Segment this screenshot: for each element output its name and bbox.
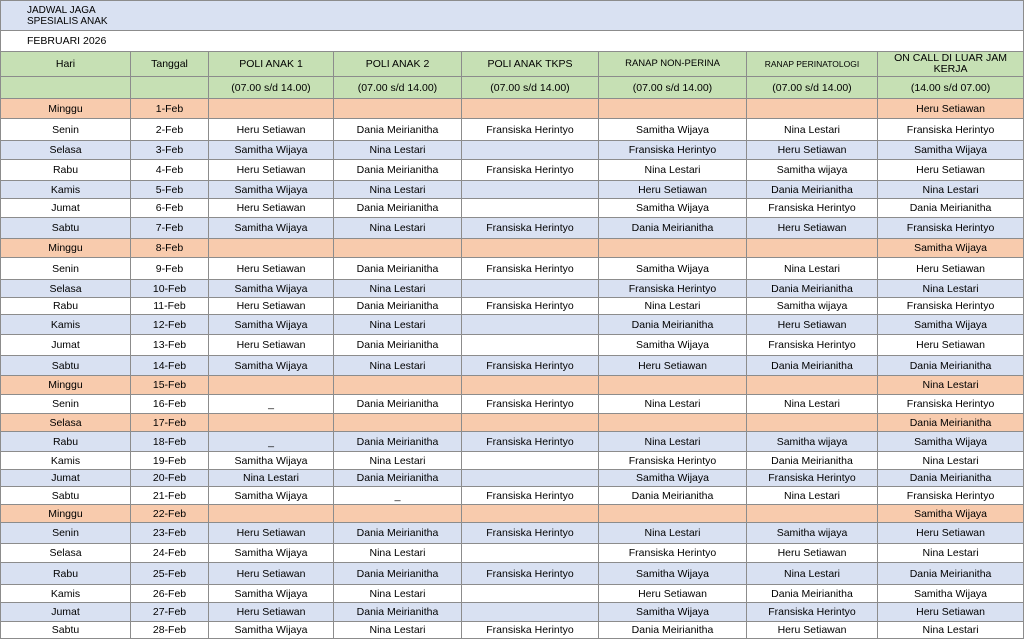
cell-poli-anak-tkps: Fransiska Herintyo (462, 432, 599, 452)
cell-poli-anak-tkps (462, 376, 599, 395)
cell-ranap-non-perina: Fransiska Herintyo (599, 452, 747, 470)
hours-tanggal (131, 77, 209, 99)
table-row (1, 218, 1024, 239)
cell-ranap-perinatologi: Samitha wijaya (747, 523, 878, 544)
table-row (1, 315, 1024, 335)
cell-tanggal: 4-Feb (131, 160, 209, 181)
cell-on-call: Fransiska Herintyo (878, 298, 1024, 315)
cell-poli-anak-1: Heru Setiawan (209, 563, 334, 585)
cell-hari: Sabtu (1, 622, 131, 639)
cell-tanggal: 6-Feb (131, 199, 209, 218)
cell-poli-anak-tkps: Fransiska Herintyo (462, 356, 599, 376)
cell-on-call: Samitha Wijaya (878, 585, 1024, 603)
cell-ranap-perinatologi: Heru Setiawan (747, 218, 878, 239)
cell-poli-anak-1: Heru Setiawan (209, 258, 334, 280)
cell-poli-anak-2: _ (334, 487, 462, 505)
cell-poli-anak-2: Dania Meirianitha (334, 603, 462, 622)
cell-on-call: Fransiska Herintyo (878, 218, 1024, 239)
cell-ranap-non-perina: Samitha Wijaya (599, 119, 747, 141)
cell-ranap-perinatologi: Samitha wijaya (747, 432, 878, 452)
cell-hari: Senin (1, 258, 131, 280)
cell-ranap-perinatologi: Heru Setiawan (747, 622, 878, 639)
cell-hari: Sabtu (1, 356, 131, 376)
cell-poli-anak-tkps: Fransiska Herintyo (462, 563, 599, 585)
cell-poli-anak-2: Dania Meirianitha (334, 335, 462, 356)
cell-ranap-perinatologi: Nina Lestari (747, 487, 878, 505)
cell-on-call: Heru Setiawan (878, 523, 1024, 544)
cell-ranap-perinatologi: Nina Lestari (747, 258, 878, 280)
cell-hari: Rabu (1, 432, 131, 452)
cell-tanggal: 25-Feb (131, 563, 209, 585)
cell-poli-anak-1: Samitha Wijaya (209, 218, 334, 239)
cell-poli-anak-1: Heru Setiawan (209, 523, 334, 544)
cell-poli-anak-2: Nina Lestari (334, 452, 462, 470)
cell-poli-anak-tkps: Fransiska Herintyo (462, 119, 599, 141)
cell-poli-anak-1: Samitha Wijaya (209, 544, 334, 563)
cell-ranap-perinatologi: Fransiska Herintyo (747, 603, 878, 622)
cell-poli-anak-1: _ (209, 395, 334, 414)
cell-tanggal: 12-Feb (131, 315, 209, 335)
table-row (1, 544, 1024, 563)
cell-poli-anak-2: Dania Meirianitha (334, 395, 462, 414)
cell-tanggal: 2-Feb (131, 119, 209, 141)
cell-tanggal: 15-Feb (131, 376, 209, 395)
cell-tanggal: 24-Feb (131, 544, 209, 563)
cell-on-call: Fransiska Herintyo (878, 395, 1024, 414)
cell-tanggal: 20-Feb (131, 470, 209, 487)
cell-ranap-perinatologi (747, 505, 878, 523)
cell-poli-anak-2: Dania Meirianitha (334, 119, 462, 141)
cell-tanggal: 28-Feb (131, 622, 209, 639)
cell-ranap-perinatologi: Nina Lestari (747, 395, 878, 414)
cell-tanggal: 21-Feb (131, 487, 209, 505)
cell-ranap-perinatologi (747, 99, 878, 119)
cell-poli-anak-tkps (462, 452, 599, 470)
table-row (1, 141, 1024, 160)
table-row (1, 395, 1024, 414)
cell-poli-anak-tkps (462, 585, 599, 603)
cell-ranap-perinatologi: Nina Lestari (747, 119, 878, 141)
cell-hari: Minggu (1, 505, 131, 523)
cell-hari: Selasa (1, 414, 131, 432)
cell-ranap-perinatologi: Samitha wijaya (747, 160, 878, 181)
cell-poli-anak-1: Samitha Wijaya (209, 141, 334, 160)
cell-ranap-perinatologi: Fransiska Herintyo (747, 199, 878, 218)
cell-ranap-perinatologi: Dania Meirianitha (747, 356, 878, 376)
cell-tanggal: 17-Feb (131, 414, 209, 432)
cell-poli-anak-2: Nina Lestari (334, 280, 462, 298)
table-row (1, 199, 1024, 218)
cell-ranap-non-perina: Dania Meirianitha (599, 487, 747, 505)
cell-poli-anak-1: Samitha Wijaya (209, 585, 334, 603)
cell-poli-anak-1: Samitha Wijaya (209, 452, 334, 470)
cell-poli-anak-1 (209, 376, 334, 395)
cell-poli-anak-tkps (462, 315, 599, 335)
title-line-2: SPESIALIS ANAK (27, 15, 108, 27)
cell-hari: Kamis (1, 315, 131, 335)
cell-poli-anak-1 (209, 505, 334, 523)
cell-tanggal: 1-Feb (131, 99, 209, 119)
cell-poli-anak-1: Samitha Wijaya (209, 181, 334, 199)
cell-poli-anak-tkps (462, 239, 599, 258)
cell-poli-anak-1: Heru Setiawan (209, 199, 334, 218)
cell-poli-anak-tkps: Fransiska Herintyo (462, 160, 599, 181)
title-row (1, 1, 1024, 31)
hours-poli-anak-2: (07.00 s/d 14.00) (334, 77, 462, 99)
cell-hari: Sabtu (1, 218, 131, 239)
cell-poli-anak-tkps: Fransiska Herintyo (462, 218, 599, 239)
cell-hari: Jumat (1, 335, 131, 356)
cell-hari: Kamis (1, 585, 131, 603)
cell-ranap-non-perina: Fransiska Herintyo (599, 280, 747, 298)
cell-on-call: Nina Lestari (878, 280, 1024, 298)
cell-ranap-non-perina: Samitha Wijaya (599, 470, 747, 487)
cell-hari: Senin (1, 119, 131, 141)
cell-on-call: Samitha Wijaya (878, 432, 1024, 452)
header-on-call: ON CALL DI LUAR JAM KERJA (878, 52, 1024, 77)
cell-poli-anak-2: Nina Lestari (334, 141, 462, 160)
cell-poli-anak-2: Dania Meirianitha (334, 160, 462, 181)
cell-tanggal: 22-Feb (131, 505, 209, 523)
cell-on-call: Nina Lestari (878, 181, 1024, 199)
cell-hari: Rabu (1, 160, 131, 181)
cell-ranap-non-perina: Fransiska Herintyo (599, 141, 747, 160)
cell-tanggal: 23-Feb (131, 523, 209, 544)
table-row (1, 376, 1024, 395)
table-row (1, 622, 1024, 639)
cell-on-call: Heru Setiawan (878, 160, 1024, 181)
cell-hari: Selasa (1, 141, 131, 160)
cell-tanggal: 14-Feb (131, 356, 209, 376)
cell-hari: Minggu (1, 376, 131, 395)
cell-ranap-non-perina (599, 239, 747, 258)
table-row (1, 487, 1024, 505)
cell-ranap-non-perina: Nina Lestari (599, 523, 747, 544)
cell-poli-anak-1: Samitha Wijaya (209, 280, 334, 298)
cell-hari: Kamis (1, 181, 131, 199)
cell-poli-anak-tkps (462, 99, 599, 119)
cell-hari: Jumat (1, 603, 131, 622)
cell-ranap-perinatologi: Dania Meirianitha (747, 452, 878, 470)
cell-ranap-perinatologi (747, 376, 878, 395)
cell-poli-anak-tkps: Fransiska Herintyo (462, 298, 599, 315)
cell-tanggal: 18-Feb (131, 432, 209, 452)
cell-on-call: Nina Lestari (878, 376, 1024, 395)
header-poli-anak-1: POLI ANAK 1 (209, 52, 334, 77)
cell-poli-anak-2 (334, 376, 462, 395)
cell-poli-anak-tkps (462, 335, 599, 356)
cell-poli-anak-2: Nina Lestari (334, 544, 462, 563)
cell-poli-anak-2: Dania Meirianitha (334, 523, 462, 544)
cell-poli-anak-2 (334, 414, 462, 432)
cell-ranap-non-perina: Dania Meirianitha (599, 622, 747, 639)
cell-poli-anak-1: Heru Setiawan (209, 119, 334, 141)
cell-poli-anak-tkps (462, 603, 599, 622)
cell-ranap-non-perina: Nina Lestari (599, 298, 747, 315)
cell-poli-anak-2: Nina Lestari (334, 622, 462, 639)
table-row (1, 119, 1024, 141)
cell-poli-anak-tkps (462, 280, 599, 298)
cell-on-call: Samitha Wijaya (878, 239, 1024, 258)
cell-poli-anak-1: _ (209, 432, 334, 452)
cell-poli-anak-2: Dania Meirianitha (334, 199, 462, 218)
cell-poli-anak-2: Dania Meirianitha (334, 298, 462, 315)
cell-poli-anak-2: Nina Lestari (334, 181, 462, 199)
cell-hari: Selasa (1, 544, 131, 563)
cell-poli-anak-2: Nina Lestari (334, 356, 462, 376)
cell-poli-anak-tkps: Fransiska Herintyo (462, 487, 599, 505)
cell-tanggal: 3-Feb (131, 141, 209, 160)
cell-poli-anak-tkps (462, 181, 599, 199)
cell-on-call: Dania Meirianitha (878, 414, 1024, 432)
cell-ranap-perinatologi: Heru Setiawan (747, 544, 878, 563)
cell-on-call: Samitha Wijaya (878, 505, 1024, 523)
cell-tanggal: 8-Feb (131, 239, 209, 258)
cell-tanggal: 13-Feb (131, 335, 209, 356)
cell-hari: Kamis (1, 452, 131, 470)
cell-ranap-non-perina: Dania Meirianitha (599, 315, 747, 335)
table-row (1, 452, 1024, 470)
cell-hari: Selasa (1, 280, 131, 298)
cell-poli-anak-1: Heru Setiawan (209, 160, 334, 181)
cell-poli-anak-2: Nina Lestari (334, 585, 462, 603)
cell-ranap-non-perina: Samitha Wijaya (599, 199, 747, 218)
table-row (1, 181, 1024, 199)
table-row (1, 335, 1024, 356)
cell-ranap-perinatologi: Nina Lestari (747, 563, 878, 585)
header-row (1, 52, 1024, 77)
cell-ranap-non-perina: Fransiska Herintyo (599, 544, 747, 563)
cell-ranap-non-perina: Samitha Wijaya (599, 603, 747, 622)
cell-ranap-perinatologi (747, 414, 878, 432)
cell-poli-anak-tkps (462, 199, 599, 218)
cell-on-call: Nina Lestari (878, 544, 1024, 563)
cell-hari: Minggu (1, 239, 131, 258)
cell-ranap-perinatologi: Dania Meirianitha (747, 280, 878, 298)
cell-tanggal: 26-Feb (131, 585, 209, 603)
hours-ranap-non-perina: (07.00 s/d 14.00) (599, 77, 747, 99)
cell-poli-anak-1: Heru Setiawan (209, 298, 334, 315)
cell-tanggal: 7-Feb (131, 218, 209, 239)
table-row (1, 298, 1024, 315)
cell-hari: Jumat (1, 470, 131, 487)
month-row (1, 31, 1024, 52)
table-row (1, 505, 1024, 523)
cell-poli-anak-1 (209, 414, 334, 432)
cell-poli-anak-2: Nina Lestari (334, 315, 462, 335)
table-row (1, 432, 1024, 452)
cell-poli-anak-tkps (462, 141, 599, 160)
cell-poli-anak-tkps (462, 414, 599, 432)
cell-on-call: Fransiska Herintyo (878, 487, 1024, 505)
cell-tanggal: 9-Feb (131, 258, 209, 280)
cell-on-call: Samitha Wijaya (878, 141, 1024, 160)
cell-poli-anak-1: Samitha Wijaya (209, 622, 334, 639)
cell-tanggal: 11-Feb (131, 298, 209, 315)
table-row (1, 470, 1024, 487)
cell-on-call: Samitha Wijaya (878, 315, 1024, 335)
cell-hari: Senin (1, 523, 131, 544)
cell-tanggal: 10-Feb (131, 280, 209, 298)
header-ranap-perinatologi: RANAP PERINATOLOGI (747, 52, 878, 77)
cell-hari: Senin (1, 395, 131, 414)
cell-poli-anak-tkps (462, 470, 599, 487)
hours-hari (1, 77, 131, 99)
cell-on-call: Dania Meirianitha (878, 563, 1024, 585)
cell-ranap-non-perina (599, 99, 747, 119)
cell-poli-anak-2: Dania Meirianitha (334, 563, 462, 585)
header-tanggal: Tanggal (131, 52, 209, 77)
cell-ranap-non-perina: Dania Meirianitha (599, 218, 747, 239)
cell-ranap-perinatologi: Samitha wijaya (747, 298, 878, 315)
cell-poli-anak-tkps: Fransiska Herintyo (462, 523, 599, 544)
cell-poli-anak-tkps (462, 544, 599, 563)
cell-poli-anak-1: Samitha Wijaya (209, 356, 334, 376)
cell-poli-anak-tkps: Fransiska Herintyo (462, 395, 599, 414)
table-row (1, 258, 1024, 280)
cell-on-call: Heru Setiawan (878, 99, 1024, 119)
cell-ranap-non-perina: Nina Lestari (599, 432, 747, 452)
title-line-1: JADWAL JAGA (27, 4, 96, 16)
cell-on-call: Heru Setiawan (878, 335, 1024, 356)
cell-tanggal: 5-Feb (131, 181, 209, 199)
cell-ranap-non-perina: Samitha Wijaya (599, 258, 747, 280)
cell-ranap-non-perina: Heru Setiawan (599, 585, 747, 603)
hours-ranap-perinatologi: (07.00 s/d 14.00) (747, 77, 878, 99)
cell-poli-anak-2: Dania Meirianitha (334, 432, 462, 452)
cell-tanggal: 19-Feb (131, 452, 209, 470)
cell-ranap-perinatologi: Fransiska Herintyo (747, 470, 878, 487)
cell-poli-anak-tkps: Fransiska Herintyo (462, 622, 599, 639)
cell-poli-anak-1 (209, 239, 334, 258)
table-row (1, 523, 1024, 544)
cell-hari: Jumat (1, 199, 131, 218)
table-row (1, 239, 1024, 258)
table-row (1, 280, 1024, 298)
cell-poli-anak-1: Heru Setiawan (209, 335, 334, 356)
cell-poli-anak-2 (334, 505, 462, 523)
cell-on-call: Heru Setiawan (878, 603, 1024, 622)
table-row (1, 356, 1024, 376)
header-ranap-non-perina: RANAP NON-PERINA (599, 52, 747, 77)
cell-hari: Rabu (1, 563, 131, 585)
cell-ranap-perinatologi: Fransiska Herintyo (747, 335, 878, 356)
cell-ranap-perinatologi: Dania Meirianitha (747, 585, 878, 603)
cell-ranap-non-perina: Nina Lestari (599, 395, 747, 414)
cell-poli-anak-2: Nina Lestari (334, 218, 462, 239)
cell-poli-anak-2: Dania Meirianitha (334, 258, 462, 280)
cell-ranap-non-perina (599, 505, 747, 523)
cell-ranap-perinatologi (747, 239, 878, 258)
table-row (1, 414, 1024, 432)
cell-on-call: Nina Lestari (878, 452, 1024, 470)
cell-on-call: Dania Meirianitha (878, 470, 1024, 487)
cell-poli-anak-1: Heru Setiawan (209, 603, 334, 622)
table-row (1, 99, 1024, 119)
cell-on-call: Dania Meirianitha (878, 199, 1024, 218)
hours-poli-anak-tkps: (07.00 s/d 14.00) (462, 77, 599, 99)
cell-ranap-perinatologi: Heru Setiawan (747, 315, 878, 335)
header-poli-anak-tkps: POLI ANAK TKPS (462, 52, 599, 77)
hours-row (1, 77, 1024, 99)
cell-ranap-non-perina: Samitha Wijaya (599, 335, 747, 356)
cell-hari: Sabtu (1, 487, 131, 505)
cell-on-call: Dania Meirianitha (878, 356, 1024, 376)
cell-poli-anak-tkps (462, 505, 599, 523)
cell-tanggal: 16-Feb (131, 395, 209, 414)
cell-ranap-non-perina: Samitha Wijaya (599, 563, 747, 585)
table-row (1, 603, 1024, 622)
cell-poli-anak-1: Samitha Wijaya (209, 487, 334, 505)
cell-poli-anak-1: Samitha Wijaya (209, 315, 334, 335)
cell-on-call: Nina Lestari (878, 622, 1024, 639)
cell-tanggal: 27-Feb (131, 603, 209, 622)
cell-ranap-non-perina: Heru Setiawan (599, 356, 747, 376)
header-hari: Hari (1, 52, 131, 77)
table-row (1, 563, 1024, 585)
cell-hari: Rabu (1, 298, 131, 315)
hours-poli-anak-1: (07.00 s/d 14.00) (209, 77, 334, 99)
cell-poli-anak-1: Nina Lestari (209, 470, 334, 487)
cell-poli-anak-tkps: Fransiska Herintyo (462, 258, 599, 280)
cell-ranap-non-perina: Heru Setiawan (599, 181, 747, 199)
table-row (1, 160, 1024, 181)
cell-ranap-perinatologi: Heru Setiawan (747, 141, 878, 160)
cell-poli-anak-2: Dania Meirianitha (334, 470, 462, 487)
schedule-title (1, 1, 1024, 31)
cell-poli-anak-2 (334, 239, 462, 258)
cell-poli-anak-2 (334, 99, 462, 119)
cell-ranap-perinatologi: Dania Meirianitha (747, 181, 878, 199)
cell-on-call: Heru Setiawan (878, 258, 1024, 280)
hours-on-call: (14.00 s/d 07.00) (878, 77, 1024, 99)
cell-ranap-non-perina (599, 414, 747, 432)
table-row (1, 585, 1024, 603)
cell-ranap-non-perina: Nina Lestari (599, 160, 747, 181)
header-poli-anak-2: POLI ANAK 2 (334, 52, 462, 77)
cell-hari: Minggu (1, 99, 131, 119)
cell-on-call: Fransiska Herintyo (878, 119, 1024, 141)
cell-ranap-non-perina (599, 376, 747, 395)
month-label: FEBRUARI 2026 (1, 31, 1024, 52)
cell-poli-anak-1 (209, 99, 334, 119)
